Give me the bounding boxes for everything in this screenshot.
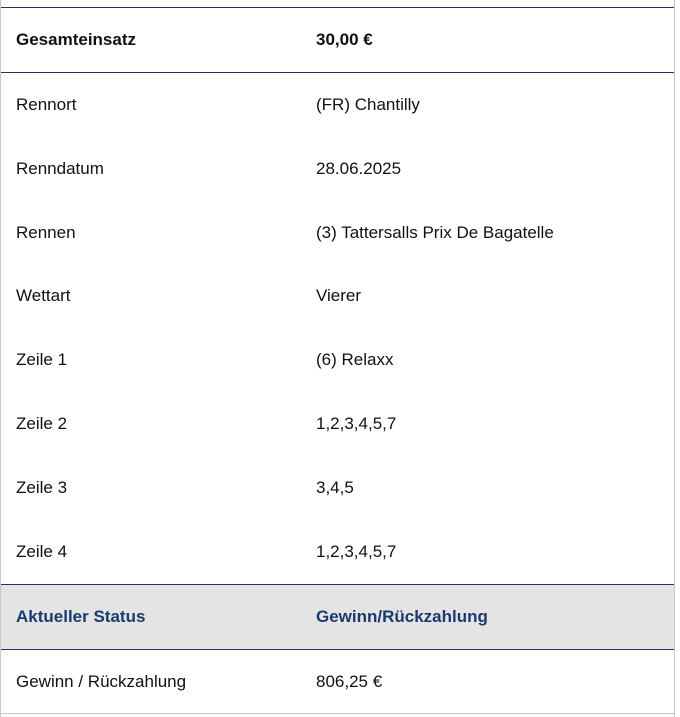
- total-stake-row: [1, 7, 674, 73]
- payout-row: [1, 650, 674, 714]
- detail-label: Renndatum: [16, 159, 104, 178]
- total-stake-label: Gesamteinsatz: [16, 30, 136, 49]
- detail-label: Rennort: [16, 95, 77, 114]
- detail-value: (3) Tattersalls Prix De Bagatelle: [316, 223, 554, 242]
- detail-label: Rennen: [16, 223, 76, 242]
- detail-label: Zeile 4: [16, 542, 68, 561]
- detail-value: 3,4,5: [316, 478, 354, 497]
- detail-row-wettart: [1, 264, 674, 328]
- detail-row-zeile-4: [1, 520, 674, 584]
- detail-value: (FR) Chantilly: [316, 95, 420, 114]
- status-label: Aktueller Status: [16, 607, 146, 626]
- detail-label: Zeile 1: [16, 350, 68, 369]
- detail-label: Zeile 3: [16, 478, 68, 497]
- detail-label: Zeile 2: [16, 414, 68, 433]
- status-value: Gewinn/Rückzahlung: [316, 607, 488, 626]
- detail-value: 1,2,3,4,5,7: [316, 414, 397, 433]
- detail-row-zeile-1: [1, 328, 674, 392]
- detail-value: 1,2,3,4,5,7: [316, 542, 397, 561]
- payout-label: Gewinn / Rückzahlung: [16, 671, 187, 691]
- payout-value: 806,25 €: [316, 671, 383, 691]
- detail-row-rennort: [1, 73, 674, 137]
- detail-row-rennen: [1, 201, 674, 265]
- status-row: [1, 584, 674, 650]
- total-stake-value: 30,00 €: [316, 30, 373, 49]
- detail-value: 28.06.2025: [316, 159, 402, 178]
- detail-label: Wettart: [16, 286, 71, 305]
- detail-row-zeile-3: [1, 456, 674, 520]
- detail-value: Vierer: [316, 286, 362, 305]
- detail-row-zeile-2: [1, 392, 674, 456]
- detail-row-renndatum: [1, 137, 674, 201]
- detail-value: (6) Relaxx: [316, 350, 394, 369]
